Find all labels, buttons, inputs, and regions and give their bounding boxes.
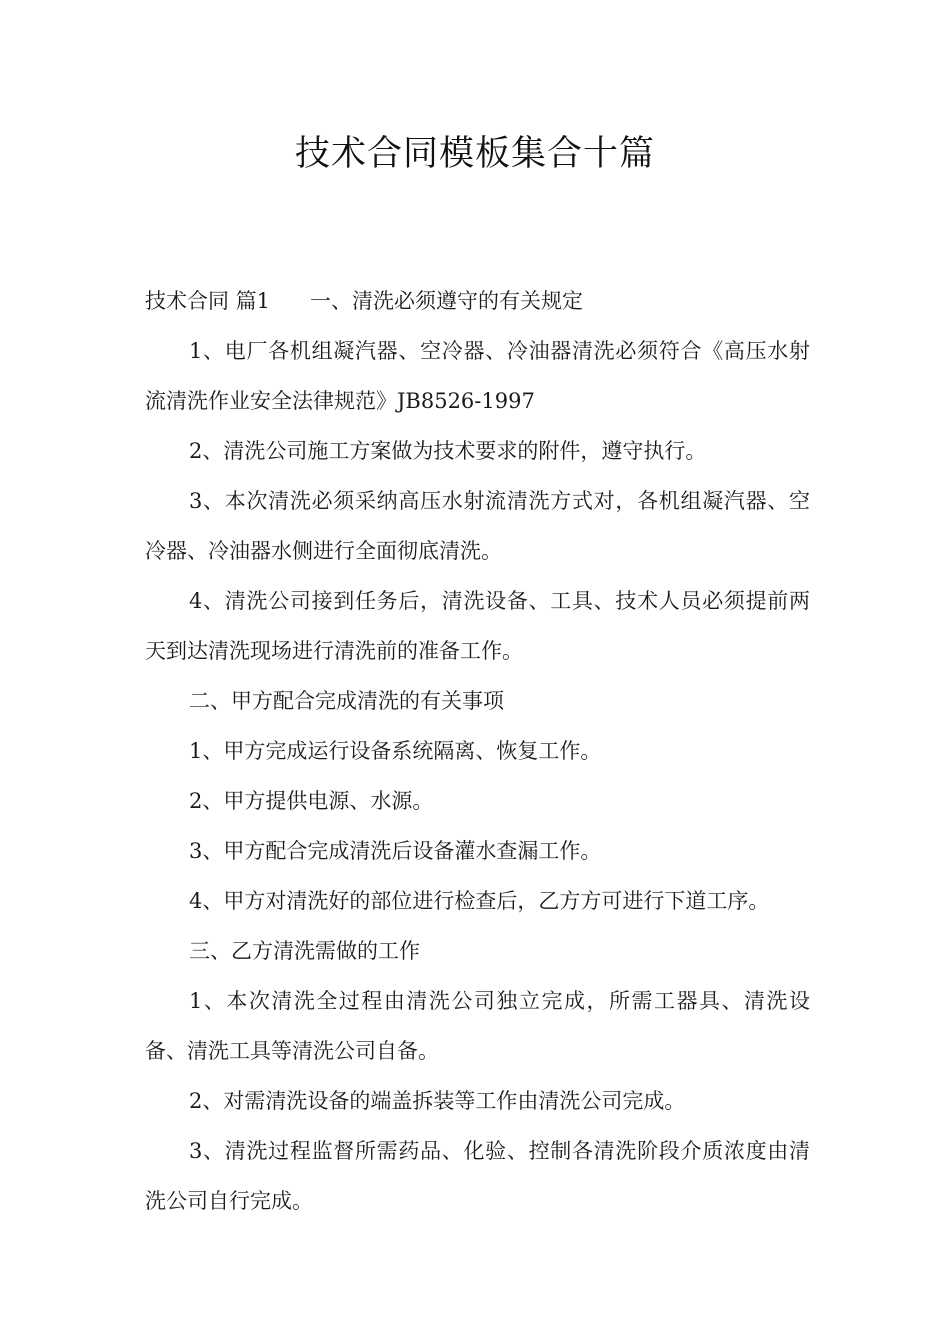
paragraph: 1、本次清洗全过程由清洗公司独立完成，所需工器具、清洗设备、清洗工具等清洗公司自备。 xyxy=(145,989,810,1063)
paragraph: 2、甲方提供电源、水源。 xyxy=(189,789,434,813)
document-body xyxy=(145,276,810,1226)
document-title: 技术合同模板集合十篇 xyxy=(294,134,655,174)
paragraph: 3、清洗过程监督所需药品、化验、控制各清洗阶段介质浓度由清洗公司自行完成。 xyxy=(145,1139,810,1213)
paragraph: 4、甲方对清洗好的部位进行检查后，乙方方可进行下道工序。 xyxy=(189,889,770,913)
lead-heading: 一、清洗必须遵守的有关规定 xyxy=(310,289,584,313)
paragraph: 1、电厂各机组凝汽器、空冷器、冷油器清洗必须符合《高压水射流清洗作业安全法律规范》JB8526-1997 xyxy=(145,339,810,413)
paragraph: 3、甲方配合完成清洗后设备灌水查漏工作。 xyxy=(189,839,602,863)
lead-paragraph xyxy=(145,276,810,326)
paragraph: 1、甲方完成运行设备系统隔离、恢复工作。 xyxy=(189,739,602,763)
section-heading: 三、乙方清洗需做的工作 xyxy=(189,939,420,963)
section-label: 技术合同 篇1 xyxy=(145,289,271,313)
paragraph: 3、本次清洗必须采纳高压水射流清洗方式对，各机组凝汽器、空冷器、冷油器水侧进行全面彻底清洗。 xyxy=(145,489,810,563)
paragraph: 2、清洗公司施工方案做为技术要求的附件，遵守执行。 xyxy=(189,439,707,463)
paragraph: 4、清洗公司接到任务后，清洗设备、工具、技术人员必须提前两天到达清洗现场进行清洗前的准备工作。 xyxy=(145,589,810,663)
section-heading: 二、甲方配合完成清洗的有关事项 xyxy=(189,689,504,713)
paragraph: 2、对需清洗设备的端盖拆装等工作由清洗公司完成。 xyxy=(189,1089,686,1113)
